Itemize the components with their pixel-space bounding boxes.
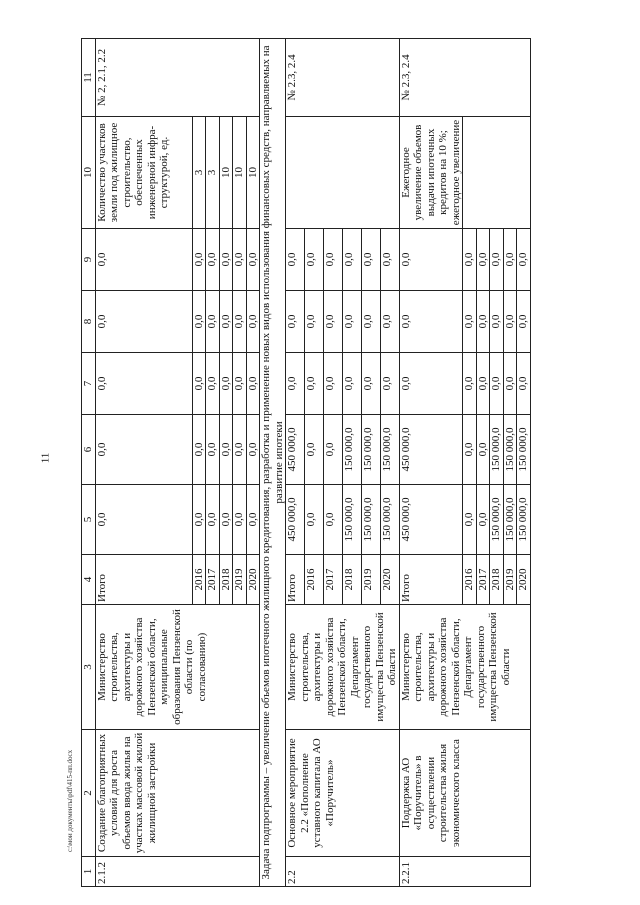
table-cell: Итого bbox=[286, 555, 305, 605]
col-header: 11 bbox=[82, 39, 96, 117]
table-cell: 0,0 bbox=[517, 229, 531, 291]
table-cell: 0,0 bbox=[399, 229, 463, 291]
file-path-footer: c:\мои документы\pdf\415-пп.docx bbox=[66, 749, 74, 852]
col-header: 6 bbox=[82, 415, 96, 485]
table-cell: 450 000,0 bbox=[399, 415, 463, 485]
table-cell: 0,0 bbox=[342, 229, 361, 291]
table-row bbox=[399, 39, 463, 887]
program-table bbox=[81, 38, 531, 887]
table-cell: 450 000,0 bbox=[286, 485, 305, 555]
table-cell: 0,0 bbox=[206, 353, 220, 415]
row-number: 2.2 bbox=[286, 857, 400, 887]
table-cell: 0,0 bbox=[323, 291, 342, 353]
table-cell: 0,0 bbox=[206, 415, 220, 485]
table-cell: 2019 bbox=[503, 555, 517, 605]
table-cell: 150 000,0 bbox=[517, 485, 531, 555]
table-cell: 150 000,0 bbox=[490, 415, 504, 485]
table-cell: 0,0 bbox=[490, 353, 504, 415]
table-row bbox=[286, 39, 305, 887]
col-header: 2 bbox=[82, 730, 96, 857]
table-cell: 450 000,0 bbox=[399, 485, 463, 555]
table-cell: 0,0 bbox=[219, 291, 233, 353]
col-header: 5 bbox=[82, 485, 96, 555]
col-header: 10 bbox=[82, 117, 96, 229]
col-header: 9 bbox=[82, 229, 96, 291]
table-cell: 2018 bbox=[342, 555, 361, 605]
table-cell: 0,0 bbox=[361, 291, 380, 353]
col-header: 3 bbox=[82, 605, 96, 730]
col-header: 1 bbox=[82, 857, 96, 887]
table-cell: 0,0 bbox=[490, 229, 504, 291]
table-cell: 450 000,0 bbox=[286, 415, 305, 485]
table-cell: 0,0 bbox=[95, 229, 192, 291]
table-cell: 150 000,0 bbox=[490, 485, 504, 555]
table-cell: 3 bbox=[206, 117, 220, 229]
table-cell: 0,0 bbox=[463, 485, 477, 555]
table-cell: 2019 bbox=[233, 555, 247, 605]
table-cell: 0,0 bbox=[517, 291, 531, 353]
table-cell bbox=[463, 117, 531, 229]
table-cell: 10 bbox=[233, 117, 247, 229]
table-cell: 0,0 bbox=[476, 485, 490, 555]
table-cell: 0,0 bbox=[490, 291, 504, 353]
table-cell: 0,0 bbox=[246, 353, 260, 415]
table-cell: 150 000,0 bbox=[342, 415, 361, 485]
table-cell: 0,0 bbox=[380, 229, 399, 291]
table-cell: 0,0 bbox=[304, 229, 323, 291]
reference: № 2.3, 2.4 bbox=[286, 39, 400, 117]
table-cell: 0,0 bbox=[192, 229, 206, 291]
table-cell: 0,0 bbox=[233, 353, 247, 415]
table-cell: 0,0 bbox=[463, 353, 477, 415]
table-cell: 0,0 bbox=[503, 229, 517, 291]
table-cell: 0,0 bbox=[503, 353, 517, 415]
table-cell: 0,0 bbox=[380, 291, 399, 353]
table-cell: 3 bbox=[192, 117, 206, 229]
rotated-page bbox=[81, 39, 595, 887]
row-number: 2.1.2 bbox=[95, 857, 260, 887]
table-cell: 0,0 bbox=[233, 415, 247, 485]
executor: Министерство строительства, архитектуры и дорожного хозяйства Пензенской области, муниципальные образования Пензенской области (по согласованию) bbox=[95, 605, 260, 730]
table-cell: 0,0 bbox=[503, 291, 517, 353]
table-cell: 0,0 bbox=[95, 353, 192, 415]
indicator: Количество участков земли под жилищное строительство, обеспеченных инженерной инфра-структурой, ед. bbox=[95, 117, 192, 229]
table-cell: 0,0 bbox=[233, 229, 247, 291]
task-text: Задача подпрограммы – увеличение объемов ипотечного жилищного кредитования, разработка и применение новых видов использования финансовых средств, направляемых на развитие ипотеки bbox=[260, 39, 286, 887]
table-cell: 2017 bbox=[206, 555, 220, 605]
task-row bbox=[260, 39, 286, 887]
table-cell: 0,0 bbox=[95, 415, 192, 485]
table-cell: 150 000,0 bbox=[342, 485, 361, 555]
table-cell: 150 000,0 bbox=[503, 415, 517, 485]
table-cell: 0,0 bbox=[304, 291, 323, 353]
table-row bbox=[95, 39, 192, 887]
table-cell: 0,0 bbox=[286, 291, 305, 353]
row-number: 2.2.1 bbox=[399, 857, 530, 887]
table-cell: 150 000,0 bbox=[380, 485, 399, 555]
table-cell: 2017 bbox=[476, 555, 490, 605]
table-cell: 0,0 bbox=[219, 415, 233, 485]
table-cell: 2020 bbox=[380, 555, 399, 605]
table-cell: 2016 bbox=[304, 555, 323, 605]
table-cell: 150 000,0 bbox=[503, 485, 517, 555]
table-cell: 0,0 bbox=[206, 485, 220, 555]
col-header: 4 bbox=[82, 555, 96, 605]
table-cell: 0,0 bbox=[463, 291, 477, 353]
table-cell: 0,0 bbox=[323, 353, 342, 415]
table-cell: 0,0 bbox=[192, 485, 206, 555]
table-cell: 0,0 bbox=[192, 353, 206, 415]
activity-name: Создание благоприятных условий для роста объемов ввода жилья на участках массовой жилой жилищной застройки bbox=[95, 730, 260, 857]
table-cell: 150 000,0 bbox=[361, 485, 380, 555]
activity-name: Поддержка АО «Поручитель» в осуществлении строительства жилья экономического класса bbox=[399, 730, 530, 857]
table-cell: 0,0 bbox=[206, 229, 220, 291]
table-cell: 0,0 bbox=[246, 415, 260, 485]
table-cell: 0,0 bbox=[476, 229, 490, 291]
table-cell: 0,0 bbox=[219, 229, 233, 291]
table-body bbox=[95, 39, 530, 887]
table-cell: 0,0 bbox=[399, 353, 463, 415]
table-cell: 2016 bbox=[192, 555, 206, 605]
table-cell: 0,0 bbox=[192, 415, 206, 485]
col-header: 7 bbox=[82, 353, 96, 415]
page-number: 11 bbox=[39, 452, 52, 464]
table-cell: 0,0 bbox=[286, 229, 305, 291]
table-cell: 0,0 bbox=[206, 291, 220, 353]
table-cell: 0,0 bbox=[95, 291, 192, 353]
table-cell: 150 000,0 bbox=[517, 415, 531, 485]
table-cell: 0,0 bbox=[304, 353, 323, 415]
table-cell: 2018 bbox=[490, 555, 504, 605]
table-cell: 0,0 bbox=[476, 415, 490, 485]
table-cell: 0,0 bbox=[219, 485, 233, 555]
executor: Министерство строительства, архитектуры и дорожного хозяйства Пензенской области, Департамент государственного имущества Пензенской области bbox=[399, 605, 530, 730]
table-cell: 0,0 bbox=[361, 229, 380, 291]
table-cell: 0,0 bbox=[246, 485, 260, 555]
table-cell: 2019 bbox=[361, 555, 380, 605]
column-number-row bbox=[82, 39, 96, 887]
table-cell: 2020 bbox=[246, 555, 260, 605]
activity-name: Основное мероприятие 2.2 «Пополнение уставного капитала АО «Поручитель» bbox=[286, 730, 400, 857]
table-cell: 0,0 bbox=[219, 353, 233, 415]
table-cell: 0,0 bbox=[304, 415, 323, 485]
table-cell: 150 000,0 bbox=[361, 415, 380, 485]
table-stage bbox=[81, 39, 595, 887]
indicator: Ежегодное увеличение объемов выдачи ипотечных кредитов на 10 %; ежегодное увеличение bbox=[399, 117, 463, 229]
table-cell: 10 bbox=[246, 117, 260, 229]
table-cell: 0,0 bbox=[246, 291, 260, 353]
table-cell: 0,0 bbox=[246, 229, 260, 291]
table-cell: 0,0 bbox=[476, 353, 490, 415]
table-cell: 0,0 bbox=[476, 291, 490, 353]
table-cell: 0,0 bbox=[361, 353, 380, 415]
col-header: 8 bbox=[82, 291, 96, 353]
table-cell: 10 bbox=[219, 117, 233, 229]
table-cell: 0,0 bbox=[463, 229, 477, 291]
executor: Министерство строительства, архитектуры и дорожного хозяйства Пензенской области, Департамент государственного имущества Пензенской области bbox=[286, 605, 400, 730]
table-cell: 0,0 bbox=[192, 291, 206, 353]
reference: № 2.3, 2.4 bbox=[399, 39, 530, 117]
table-cell: 2020 bbox=[517, 555, 531, 605]
table-cell: 0,0 bbox=[286, 353, 305, 415]
table-cell: 0,0 bbox=[342, 353, 361, 415]
reference: № 2, 2.1, 2.2 bbox=[95, 39, 260, 117]
table-cell: 0,0 bbox=[323, 229, 342, 291]
table-cell: 0,0 bbox=[304, 485, 323, 555]
table-cell: 0,0 bbox=[463, 415, 477, 485]
table-cell: 0,0 bbox=[95, 485, 192, 555]
table-cell: 2017 bbox=[323, 555, 342, 605]
table-cell: 0,0 bbox=[517, 353, 531, 415]
table-cell: Итого bbox=[399, 555, 463, 605]
table-cell: 0,0 bbox=[399, 291, 463, 353]
table-cell: 0,0 bbox=[233, 485, 247, 555]
table-cell: 0,0 bbox=[380, 353, 399, 415]
table-cell: 0,0 bbox=[233, 291, 247, 353]
table-cell: 0,0 bbox=[323, 415, 342, 485]
table-cell: Итого bbox=[95, 555, 192, 605]
table-cell: 0,0 bbox=[323, 485, 342, 555]
table-cell: 2016 bbox=[463, 555, 477, 605]
table-cell: 2018 bbox=[219, 555, 233, 605]
table-cell: 150 000,0 bbox=[380, 415, 399, 485]
table-cell: 0,0 bbox=[342, 291, 361, 353]
indicator-empty bbox=[286, 117, 400, 229]
